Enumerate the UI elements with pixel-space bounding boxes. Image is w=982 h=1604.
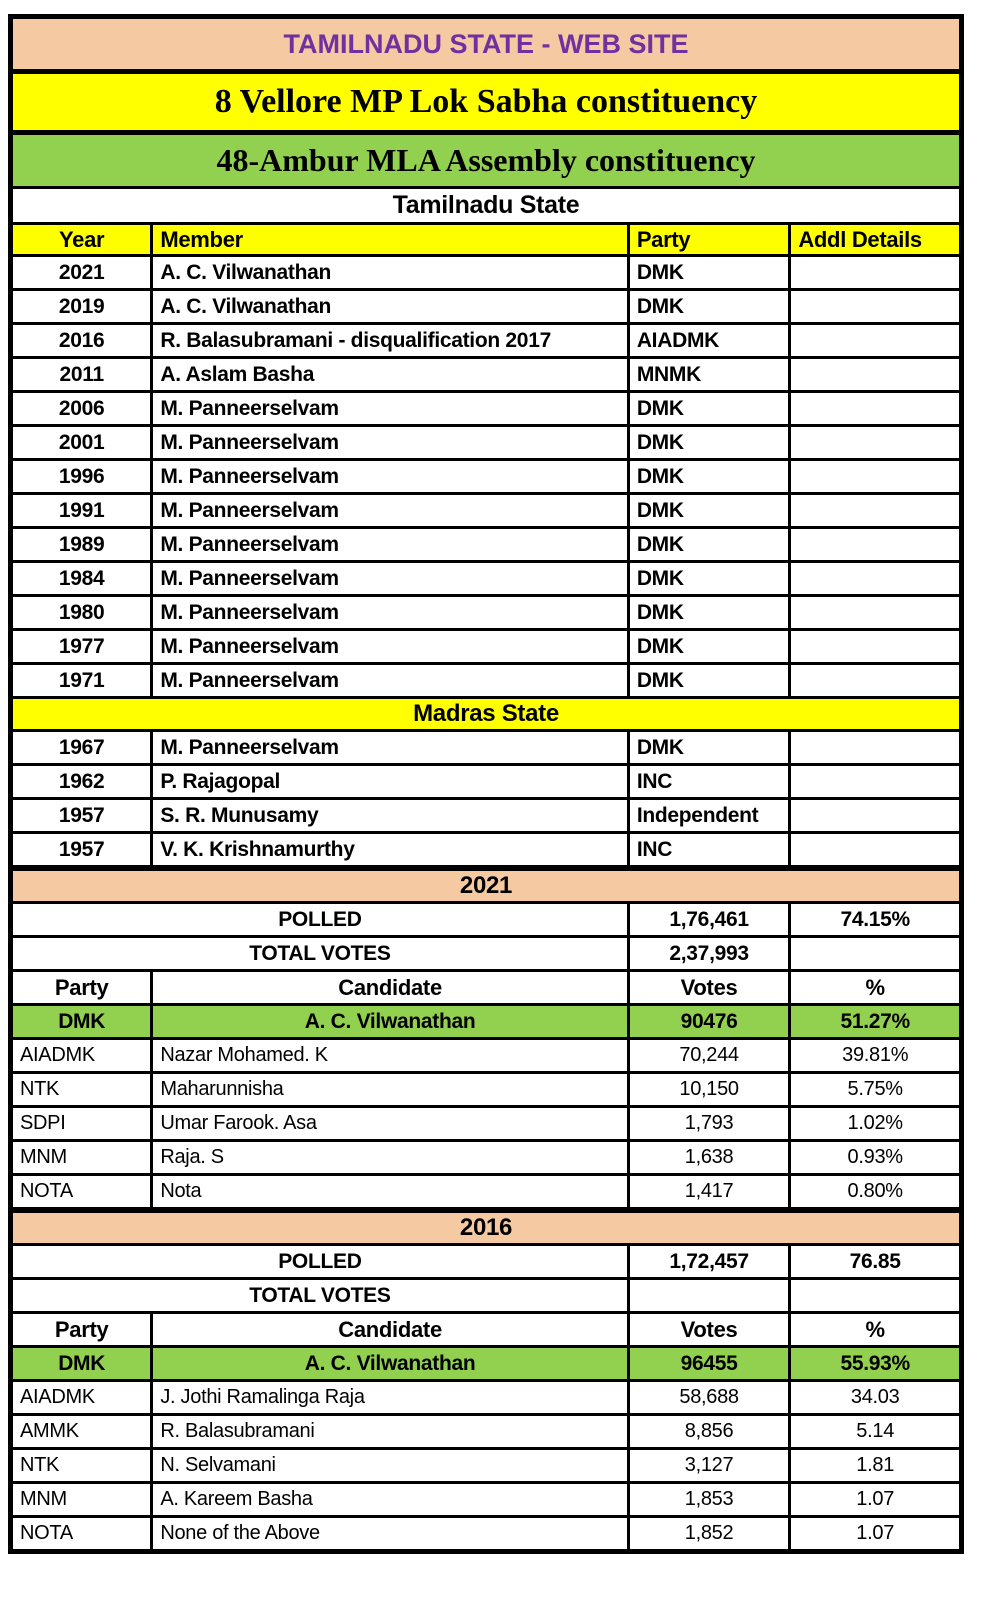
member-cell: M. Panneerselvam: [152, 731, 628, 765]
party-cell: MNMK: [628, 358, 790, 392]
polled-label: POLLED: [11, 1245, 629, 1279]
party-cell: DMK: [628, 731, 790, 765]
party-cell: DMK: [628, 494, 790, 528]
table-row: [11, 1141, 962, 1175]
year-cell: 1977: [11, 630, 152, 664]
table-row: [11, 133, 962, 188]
total-votes-value: [628, 1279, 790, 1313]
member-cell: M. Panneerselvam: [152, 460, 628, 494]
party-cell: DMK: [628, 460, 790, 494]
table-row: [11, 731, 962, 765]
addl-cell: [790, 596, 962, 630]
party-cell: AMMK: [11, 1415, 152, 1449]
pct-cell: 51.27%: [790, 1005, 962, 1039]
table-row: [11, 1245, 962, 1279]
table-row: [11, 903, 962, 937]
member-cell: M. Panneerselvam: [152, 664, 628, 698]
table-row: [11, 937, 962, 971]
party-cell: DMK: [628, 392, 790, 426]
candidate-cell: Umar Farook. Asa: [152, 1107, 628, 1141]
addl-cell: [790, 426, 962, 460]
party-cell: DMK: [11, 1347, 152, 1381]
table-row: [11, 1210, 962, 1245]
year-cell: 1980: [11, 596, 152, 630]
member-cell: V. K. Krishnamurthy: [152, 833, 628, 869]
votes-cell: 1,417: [628, 1175, 790, 1211]
table-row: [11, 1175, 962, 1211]
addl-details-column-header: Addl Details: [790, 224, 962, 256]
candidate-cell: R. Balasubramani: [152, 1415, 628, 1449]
addl-cell: [790, 799, 962, 833]
table-row: [11, 426, 962, 460]
table-row: [11, 358, 962, 392]
member-cell: M. Panneerselvam: [152, 596, 628, 630]
pct-cell: 34.03: [790, 1381, 962, 1415]
votes-cell: 96455: [628, 1347, 790, 1381]
tamilnadu-state-heading: Tamilnadu State: [11, 188, 962, 224]
year-cell: 2019: [11, 290, 152, 324]
madras-state-heading: Madras State: [11, 698, 962, 731]
party-column-header: Party: [11, 971, 152, 1005]
table-row: [11, 290, 962, 324]
member-cell: S. R. Munusamy: [152, 799, 628, 833]
member-cell: R. Balasubramani - disqualification 2017: [152, 324, 628, 358]
pct-cell: 0.80%: [790, 1175, 962, 1211]
candidate-cell: A. C. Vilwanathan: [152, 1347, 628, 1381]
pct-cell: 39.81%: [790, 1039, 962, 1073]
party-cell: DMK: [628, 426, 790, 460]
addl-cell: [790, 324, 962, 358]
addl-cell: [790, 256, 962, 290]
party-cell: DMK: [628, 562, 790, 596]
party-cell: NOTA: [11, 1517, 152, 1552]
total-votes-value: 2,37,993: [628, 937, 790, 971]
year-cell: 2006: [11, 392, 152, 426]
polled-votes: 1,76,461: [628, 903, 790, 937]
party-cell: AIADMK: [628, 324, 790, 358]
election-2021-year-band: 2021: [11, 868, 962, 903]
year-cell: 2011: [11, 358, 152, 392]
pct-cell: 5.14: [790, 1415, 962, 1449]
table-row: [11, 1279, 962, 1313]
table-row: [11, 528, 962, 562]
member-cell: A. C. Vilwanathan: [152, 256, 628, 290]
year-cell: 1984: [11, 562, 152, 596]
year-cell: 2001: [11, 426, 152, 460]
candidate-cell: A. C. Vilwanathan: [152, 1005, 628, 1039]
party-cell: AIADMK: [11, 1039, 152, 1073]
table-row: [11, 799, 962, 833]
year-column-header: Year: [11, 224, 152, 256]
addl-cell: [790, 290, 962, 324]
year-cell: 1989: [11, 528, 152, 562]
party-cell: NOTA: [11, 1175, 152, 1211]
table-row: [11, 630, 962, 664]
table-row: [11, 392, 962, 426]
party-cell: MNM: [11, 1141, 152, 1175]
table-row: [11, 17, 962, 72]
party-cell: DMK: [628, 256, 790, 290]
pct-cell: 0.93%: [790, 1141, 962, 1175]
table-row: [11, 596, 962, 630]
pct-cell: 55.93%: [790, 1347, 962, 1381]
table-row: [11, 1107, 962, 1141]
party-cell: NTK: [11, 1073, 152, 1107]
total-votes-pct: [790, 937, 962, 971]
party-cell: INC: [628, 765, 790, 799]
votes-cell: 90476: [628, 1005, 790, 1039]
pct-cell: 1.81: [790, 1449, 962, 1483]
history-header-row: [11, 224, 962, 256]
votes-cell: 1,852: [628, 1517, 790, 1552]
results-header-row: [11, 971, 962, 1005]
candidate-column-header: Candidate: [152, 1313, 628, 1347]
polled-votes: 1,72,457: [628, 1245, 790, 1279]
votes-cell: 1,638: [628, 1141, 790, 1175]
mla-constituency-title: 48-Ambur MLA Assembly constituency: [11, 133, 962, 188]
addl-cell: [790, 528, 962, 562]
table-row: [11, 1483, 962, 1517]
party-cell: DMK: [628, 664, 790, 698]
table-row: [11, 664, 962, 698]
addl-cell: [790, 833, 962, 869]
party-column-header: Party: [11, 1313, 152, 1347]
party-cell: AIADMK: [11, 1381, 152, 1415]
candidate-cell: Nota: [152, 1175, 628, 1211]
addl-cell: [790, 494, 962, 528]
candidate-cell: Raja. S: [152, 1141, 628, 1175]
addl-cell: [790, 460, 962, 494]
table-row: [11, 765, 962, 799]
table-row: [11, 1039, 962, 1073]
year-cell: 1971: [11, 664, 152, 698]
addl-cell: [790, 562, 962, 596]
member-cell: M. Panneerselvam: [152, 426, 628, 460]
year-cell: 1957: [11, 799, 152, 833]
table-row: [11, 562, 962, 596]
table-row: [11, 1415, 962, 1449]
pct-cell: 5.75%: [790, 1073, 962, 1107]
total-votes-label: TOTAL VOTES: [11, 937, 629, 971]
votes-column-header: Votes: [628, 971, 790, 1005]
member-cell: A. Aslam Basha: [152, 358, 628, 392]
member-cell: M. Panneerselvam: [152, 494, 628, 528]
member-cell: M. Panneerselvam: [152, 630, 628, 664]
total-votes-label: TOTAL VOTES: [11, 1279, 629, 1313]
year-cell: 2021: [11, 256, 152, 290]
votes-cell: 70,244: [628, 1039, 790, 1073]
votes-cell: 8,856: [628, 1415, 790, 1449]
votes-cell: 10,150: [628, 1073, 790, 1107]
party-cell: DMK: [628, 528, 790, 562]
addl-cell: [790, 630, 962, 664]
table-row: [11, 833, 962, 869]
member-cell: M. Panneerselvam: [152, 392, 628, 426]
year-cell: 1957: [11, 833, 152, 869]
polled-pct: 74.15%: [790, 903, 962, 937]
addl-cell: [790, 731, 962, 765]
party-cell: DMK: [628, 630, 790, 664]
candidate-cell: Nazar Mohamed. K: [152, 1039, 628, 1073]
polled-label: POLLED: [11, 903, 629, 937]
year-cell: 1991: [11, 494, 152, 528]
winner-row: [11, 1347, 962, 1381]
candidate-cell: A. Kareem Basha: [152, 1483, 628, 1517]
table-row: [11, 460, 962, 494]
year-cell: 1967: [11, 731, 152, 765]
party-cell: SDPI: [11, 1107, 152, 1141]
votes-cell: 3,127: [628, 1449, 790, 1483]
candidate-cell: None of the Above: [152, 1517, 628, 1552]
table-row: [11, 72, 962, 133]
votes-column-header: Votes: [628, 1313, 790, 1347]
party-cell: Independent: [628, 799, 790, 833]
site-title: TAMILNADU STATE - WEB SITE: [11, 17, 962, 72]
votes-cell: 58,688: [628, 1381, 790, 1415]
pct-column-header: %: [790, 1313, 962, 1347]
table-row: [11, 698, 962, 731]
party-cell: NTK: [11, 1449, 152, 1483]
party-column-header: Party: [628, 224, 790, 256]
candidate-column-header: Candidate: [152, 971, 628, 1005]
party-cell: INC: [628, 833, 790, 869]
election-2016-year-band: 2016: [11, 1210, 962, 1245]
votes-cell: 1,793: [628, 1107, 790, 1141]
year-cell: 2016: [11, 324, 152, 358]
total-votes-pct: [790, 1279, 962, 1313]
mp-constituency-title: 8 Vellore MP Lok Sabha constituency: [11, 72, 962, 133]
party-cell: DMK: [628, 596, 790, 630]
member-cell: P. Rajagopal: [152, 765, 628, 799]
table-row: [11, 1517, 962, 1552]
candidate-cell: J. Jothi Ramalinga Raja: [152, 1381, 628, 1415]
votes-cell: 1,853: [628, 1483, 790, 1517]
pct-cell: 1.07: [790, 1517, 962, 1552]
winner-row: [11, 1005, 962, 1039]
addl-cell: [790, 765, 962, 799]
table-row: [11, 1073, 962, 1107]
addl-cell: [790, 664, 962, 698]
year-cell: 1962: [11, 765, 152, 799]
pct-cell: 1.02%: [790, 1107, 962, 1141]
addl-cell: [790, 358, 962, 392]
member-cell: M. Panneerselvam: [152, 528, 628, 562]
table-row: [11, 1381, 962, 1415]
polled-pct: 76.85: [790, 1245, 962, 1279]
table-row: [11, 1449, 962, 1483]
year-cell: 1996: [11, 460, 152, 494]
table-row: [11, 324, 962, 358]
member-column-header: Member: [152, 224, 628, 256]
addl-cell: [790, 392, 962, 426]
member-cell: A. C. Vilwanathan: [152, 290, 628, 324]
member-cell: M. Panneerselvam: [152, 562, 628, 596]
table-row: [11, 256, 962, 290]
candidate-cell: N. Selvamani: [152, 1449, 628, 1483]
table-row: [11, 494, 962, 528]
pct-column-header: %: [790, 971, 962, 1005]
table-row: [11, 868, 962, 903]
pct-cell: 1.07: [790, 1483, 962, 1517]
table-row: [11, 188, 962, 224]
results-header-row: [11, 1313, 962, 1347]
party-cell: MNM: [11, 1483, 152, 1517]
candidate-cell: Maharunnisha: [152, 1073, 628, 1107]
party-cell: DMK: [11, 1005, 152, 1039]
party-cell: DMK: [628, 290, 790, 324]
constituency-table: [8, 14, 964, 1554]
